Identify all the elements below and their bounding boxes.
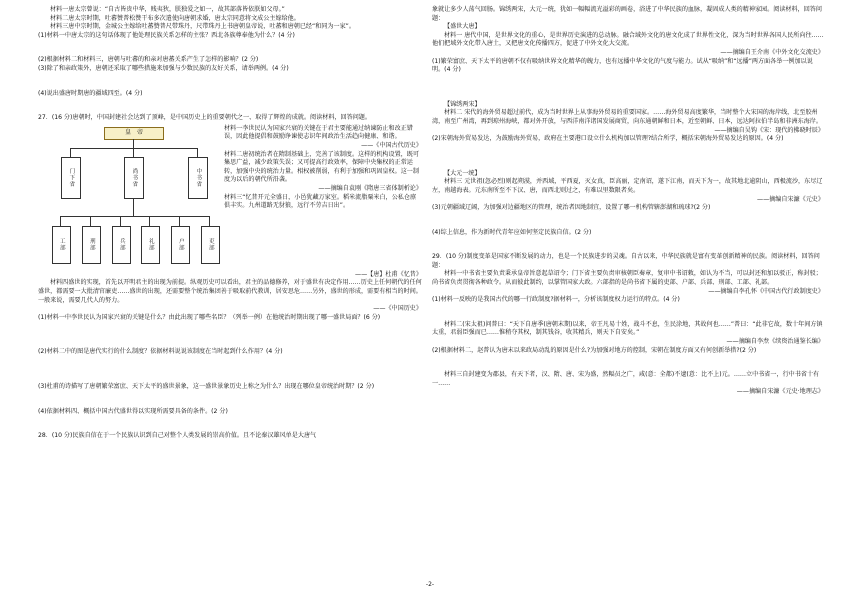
source-citation: ——摘编自宋濂《元史》	[756, 195, 824, 203]
question-text: (1)材料一中李世民认为国家兴衰的关键是什么？由此出现了哪些名臣？（列举一例）在他统治时期出现了哪一盛世局面？(6 分)	[38, 313, 381, 321]
source-citation: ——《中国古代历史》	[361, 141, 422, 149]
question-intro: 29．(10 分)制度变革是国家不断发展的动力，也是一个民族进步的灵魂。自古以来，中华民族就是富有变革创新精神的民族。阅读材料，回答问题：	[432, 253, 820, 269]
section-heading: 【大元一统】	[444, 169, 481, 177]
material-text: 材料三唐中宗时期，金城公主嫁给吐蕃赞普尺带珠丹，尺带珠丹上书唐朝皇帝说，吐蕃和唐朝已经“和同为一家”。	[50, 23, 355, 31]
source-citation: ——摘编自宋濂《元史·地理志》	[736, 388, 824, 396]
section-heading: 【盛世大唐】	[444, 23, 481, 31]
material-text: 材料三自封建变为郡县，有天下者，汉、隋、唐、宋为盛，然幅员之广，咸(意：全都)不逮(意：比不上)元。……立中书省一，行中书省十有一……	[432, 371, 820, 387]
source-citation: ——《中国历史》	[373, 305, 422, 313]
material-text: 材料三“忆昔开元全盛日，小邑犹藏万家室。稻米流脂粟米白，公私仓廪俱丰实。九州道路无豺狼，远行不劳吉日出”。	[224, 193, 417, 210]
source-citation: ——摘编自李孔怀《中国古代行政制度史》	[708, 287, 824, 295]
right-column	[432, 6, 824, 397]
question-text: (2)宋朝海外贸易发达，为鼓励海外贸易，政府在主要港口设立什么机构加以管理?结合所学，概括宋朝海外贸易发达的原因。(4 分)	[432, 135, 784, 143]
bingbu-box: 兵部	[112, 226, 131, 264]
zhongshu-sheng-box: 中书省	[188, 157, 208, 199]
source-citation: ——【唐】杜甫《忆昔》	[354, 270, 422, 278]
question-intro: 象就让多少人荡气回肠。锦绣两宋，大元一统，犹如一幅幅流光溢彩的画卷，浴进了中华民族的血脉，凝固成人类的精神家园。阅读材料，回答问题：	[432, 6, 822, 22]
question-text: (4)说出盛唐时期唐的疆域四至。(4 分)	[38, 89, 143, 97]
menxia-sheng-box: 门下省	[61, 157, 81, 199]
question-text: (1)材料一中唐太宗的这句话体现了他处理民族关系怎样的主张？西北各族尊奉他为什么？(4 分)	[38, 31, 295, 39]
source-citation: ——摘编自袁刚《隋唐三省体制析论》	[318, 184, 422, 192]
material-text: 材料二唐初统治者在隋制基础上，完善了该制度。这样的机构设置，既可集思广益，减少政策失误；又可提高行政效率，保障中央集权的正常运转，加强中央的统治力量。相权被削弱，有利于加强和巩固皇权。这一制度为以后的朝代所沿袭。	[224, 150, 419, 184]
question-text: (2)材料二中的图是唐代实行的什么制度？依据材料说说该制度在当时起到什么作用？(4 分)	[38, 348, 283, 356]
question-text: (3)除了和亲政策外，唐朝还采取了哪些措施来加强与少数民族的友好关系，请举两例。(4 分)	[38, 64, 289, 72]
hubu-box: 户部	[171, 226, 190, 264]
material-text: 材料二(宋太祖)问普曰：“天下自唐季(唐朝末期)以来，帝王凡易十姓，战斗不息，生民涂地，其故何也……”普曰：“此非它故，数十年间方镇太重，君弱臣强而已……惟稍夺其权，制其钱谷，收其精兵，则天下自安矣。”	[432, 320, 823, 337]
question-text: (3)杜甫的诗描写了唐朝繁荣富庶、天下太平的盛世景象，这一盛世景象历史上称之为什么？出现在哪位皇帝统治时期？(2 分)	[38, 382, 375, 390]
material-text: 材料一李世民认为国家兴衰的关键在于君主要能通过纳谏防止和改正错误，因此他提倡和鼓励诤谏使志识年间政治生活趋向健康、和谐。	[224, 124, 413, 141]
section-heading: 【锦绣两宋】	[444, 100, 481, 108]
libu-rites-box: 礼部	[141, 226, 160, 264]
question-text: (4)依据材料四、概括中国古代盛世得以实现所需要具备的条件。(2 分)	[38, 407, 228, 415]
question-text: (1)材料一反映的是我国古代的哪一行政制度?据材料一，分析该制度权力运行的特点。(4 分)	[432, 296, 680, 304]
source-citation: ——摘编自王介南《中外文化交流史》	[720, 48, 824, 56]
material-text: 材料四盛世的实现，首先以开明君主的出现为前提。纵观历史可以看出，君主的品德修养，对于盛世有决定作用……历史上任何朝代的任何盛世，都需要一大批清官廉吏……盛世的出现，还需要整个统治集团善于吸取前代教训，居安思危……另外，盛世的形成，需要有相当的时间。一般来说，需要几代人的努力。	[38, 279, 422, 304]
material-text: 材料一 唐代中国，是世界文化的重心，是世界历史演进的总动脉。融合域外文化的唐文化成了世界性文化，深为当时世界各国人民所向往……他们把域外文化带入唐土，又把唐文化传播四方，促进了中外文化大交流。	[432, 31, 824, 48]
question-intro: 28．(10 分)民族自信在于一个民族认识到自己对整个人类发展的崇高价值。且不论秦汉雄风单是大唐气	[38, 432, 317, 440]
left-column	[38, 6, 422, 441]
page-number: -2-	[425, 581, 435, 588]
xingbu-box: 刑部	[82, 226, 101, 264]
three-departments-six-ministries-diagram	[48, 125, 220, 271]
material-text: 材料一唐太宗曾说：“自古皆贵中华，贱夷狄，朕独爱之如一，故其部落皆依朕如父母。”	[50, 6, 285, 13]
material-text: 材料二唐太宗时期，吐蕃赞普松赞干布多次遣使向唐朝求婚，唐太宗同意将文成公主嫁给他。	[50, 14, 300, 22]
shangshu-sheng-box: 尚书省	[124, 157, 144, 199]
question-text: (3)元朝疆域辽阔，为加强对边疆地区的管理，统治者因地制宜，设置了哪一机构管辖澎湖和琉球?(2 分)	[432, 204, 711, 212]
material-text: 材料三 元世祖(忽必烈)则起朔漠，并西域，平西夏，灭女真，臣高丽，定南诏，遂下江南，而天下为一，故其地北逾阴山，西极流沙，东尽辽左，南越海表。元东南所至不下汉、唐，而西北则过之，有难以里数限者矣。	[432, 178, 823, 194]
source-citation: ——摘编自李焘《续资治通鉴长编》	[726, 338, 824, 346]
question-text: (1)繁荣富庶、天下太平的唐朝不仅有吸纳世界文化精华的魄力，也有远播中华文化的气度与能力。试从“吸纳”和“远播”两方面各举一例加以说明。(4 分)	[432, 57, 813, 74]
question-text: (2)根据材料二，赵普认为唐末以来政局动乱的原因是什么?为加强对地方的控制，宋朝在制度方面又有何创新举措?(2 分)	[432, 346, 757, 354]
material-block	[38, 125, 422, 271]
question-text: (2)根据材料二和材料三，唐朝与吐蕃的和亲对唐蕃关系产生了怎样的影响？(2 分)	[38, 56, 259, 64]
source-citation: ——摘编自吴钩《宋：现代的拂晓时辰》	[714, 126, 824, 134]
question-intro: 27．(16 分)唐朝时，中国封建社会达到了顶峰，是中国历史上的重要朝代之一、取得了辉煌的成就。阅读材料，回答问题。	[38, 114, 371, 122]
libu-personnel-box: 吏部	[201, 226, 220, 264]
emperor-box: 皇 帝	[104, 127, 164, 140]
material-text: 材料一中书省主要负责秉承皇帝旨意起草诏令；门下省主要负责审核朝臣奏章，复审中书诏敕，如认为不当，可以封还和加以驳正，称封驳；尚书省负责贯彻各种政令。从而彼此制约，以掌管国家大政。六部指的是尚书省下属的吏部、户部、兵部、刑部、工部、礼部。	[432, 270, 822, 287]
question-text: (4)综上信息，作为新时代青年应如何坚定民族自信。(2 分)	[432, 228, 592, 236]
chart-side-materials	[224, 125, 422, 211]
material-text: 材料二 宋代的海外贸易超过前代，成为当时世界上从事海外贸易的重要国家。……海外贸易高度繁华，当时整个大宋国的海岸线，北至胶州湾，南至广州湾，再到琼州海峡，都对外开放，与西洋南洋诸国发展商贸，向东通朝鲜和日本，近至朝鲜、日本，远达阿拉伯半岛和非洲东海岸。	[432, 109, 822, 125]
gongbu-box: 工部	[52, 226, 71, 264]
